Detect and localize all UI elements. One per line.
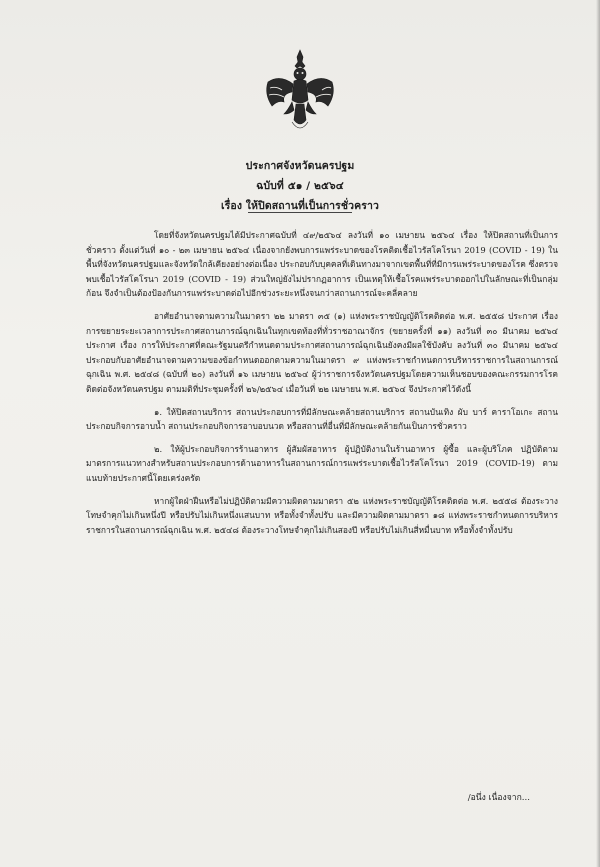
- title-divider: [248, 212, 352, 213]
- paragraph-order-1: ๑. ให้ปิดสถานบริการ สถานประกอบการที่มีลักษณะคล้ายสถานบริการ สถานบันเทิง ผับ บาร์ คาราโอเกะ สถานประกอบกิจการอาบน้ำ สถานประกอบกิจการอาบอบนวด หรือสถานที่อื่นที่มีลักษณะคล้ายกันเป็นการชั่วคราว: [86, 406, 558, 432]
- paragraph-authority: อาศัยอำนาจตามความในมาตรา ๒๒ มาตรา ๓๕ (๑) แห่งพระราชบัญญัติโรคติดต่อ พ.ศ. ๒๕๕๘ ประกาศ เรื่อง การขยายระยะเวลาการประกาศสถานการณ์ฉุกเฉินในทุกเขตท้องที่ทั่วราชอาณาจักร (ขยายครั้งที่ ๑๑) ลงวันที่ ๓๐ มีนาคม ๒๕๖๔ ประกาศ เรื่อง การให้ประกาศที่คณะรัฐมนตรีกำหนดตามประกาศสถานการณ์ฉุกเฉินยังคงมีผลใช้บังคับ ลงวันที่ ๓๐ มีนาคม ๒๕๖๔ ประกอบกับอาศัยอำนาจตามความของข้อกำหนดออกตามความในมาตรา ๙ แห่งพระราชกำหนดการบริหารราชการในสถานการณ์ฉุกเฉิน พ.ศ. ๒๕๔๘ (ฉบับที่ ๒๐) ลงวันที่ ๑๖ เมษายน ๒๕๖๔ ผู้ว่าราชการจังหวัดนครปฐมโดยความเห็นชอบของคณะกรรมการโรคติดต่อจังหวัดนครปฐม ตามมติที่ประชุมครั้งที่ ๒๖/๒๕๖๔ เมื่อวันที่ ๒๒ เมษายน พ.ศ. ๒๕๖๔ จึงประกาศไว้ดังนี้: [86, 310, 558, 394]
- paragraph-order-2: ๒. ให้ผู้ประกอบกิจการร้านอาหาร ผู้สัมผัสอาหาร ผู้ปฏิบัติงานในร้านอาหาร ผู้ซื้อ และผู้บริโภค ปฏิบัติตามมาตรการแนวทางสำหรับสถานประกอบการด้านอาหารในสถานการณ์การแพร่ระบาดเชื้อไวรัสโคโรนา 2019 (COVID-19) ตามแนบท้ายประกาศนี้โดยเคร่งครัด: [86, 443, 558, 483]
- announcement-number: ฉบับที่ ๕๑ / ๒๕๖๔: [256, 180, 344, 192]
- paragraph-penalty: หากผู้ใดฝ่าฝืนหรือไม่ปฏิบัติตามมีความผิดตามมาตรา ๕๒ แห่งพระราชบัญญัติโรคติดต่อ พ.ศ. ๒๕๕๘ ต้องระวางโทษจำคุกไม่เกินหนึ่งปี หรือปรับไม่เกินหนึ่งแสนบาท หรือทั้งจำทั้งปรับ และมีความผิดตามมาตรา ๑๘ แห่งพระราชกำหนดการบริหารราชการในสถานการณ์ฉุกเฉิน พ.ศ. ๒๕๔๘ ต้องระวางโทษจำคุกไม่เกินสองปี หรือปรับไม่เกินสี่หมื่นบาท หรือทั้งจำทั้งปรับ: [86, 495, 558, 535]
- announcement-body: [86, 228, 558, 537]
- paragraph-background: โดยที่จังหวัดนครปฐมได้มีประกาศฉบับที่ ๔๙/๒๕๖๔ ลงวันที่ ๑๐ เมษายน ๒๕๖๔ เรื่อง ให้ปิดสถานที่เป็นการชั่วคราว ตั้งแต่วันที่ ๑๐ - ๒๓ เมษายน ๒๕๖๔ เนื่องจากยังพบการแพร่ระบาดของโรคติดเชื้อไวรัสโคโรนา 2019 (COVID - 19) ในพื้นที่จังหวัดนครปฐมและจังหวัดใกล้เคียงอย่างต่อเนื่อง ประกอบกับบุคคลที่เดินทางมาจากเขตพื้นที่ที่มีการแพร่ระบาดของโรค ซึ่งตรวจพบเชื้อไวรัสโคโรนา 2019 (COVID - 19) ส่วนใหญ่ยังไม่ปรากฏอาการ เป็นเหตุให้เชื้อโรคแพร่ระบาดออกไปในลักษณะที่เป็นกลุ่มก้อน จึงจำเป็นต้องป้องกันการแพร่ระบาดต่อไปอีกช่วงระยะหนึ่งจนกว่าสถานการณ์จะคลี่คลาย: [86, 230, 558, 299]
- announcement-subject: เรื่อง ให้ปิดสถานที่เป็นการชั่วคราว: [220, 200, 379, 212]
- garuda-emblem: [262, 48, 338, 134]
- announcement-title: ประกาศจังหวัดนครปฐม: [245, 160, 355, 172]
- scan-edge-shadow: [596, 0, 600, 867]
- continuation-note: /อนึ่ง เนื่องจาก...: [467, 793, 530, 803]
